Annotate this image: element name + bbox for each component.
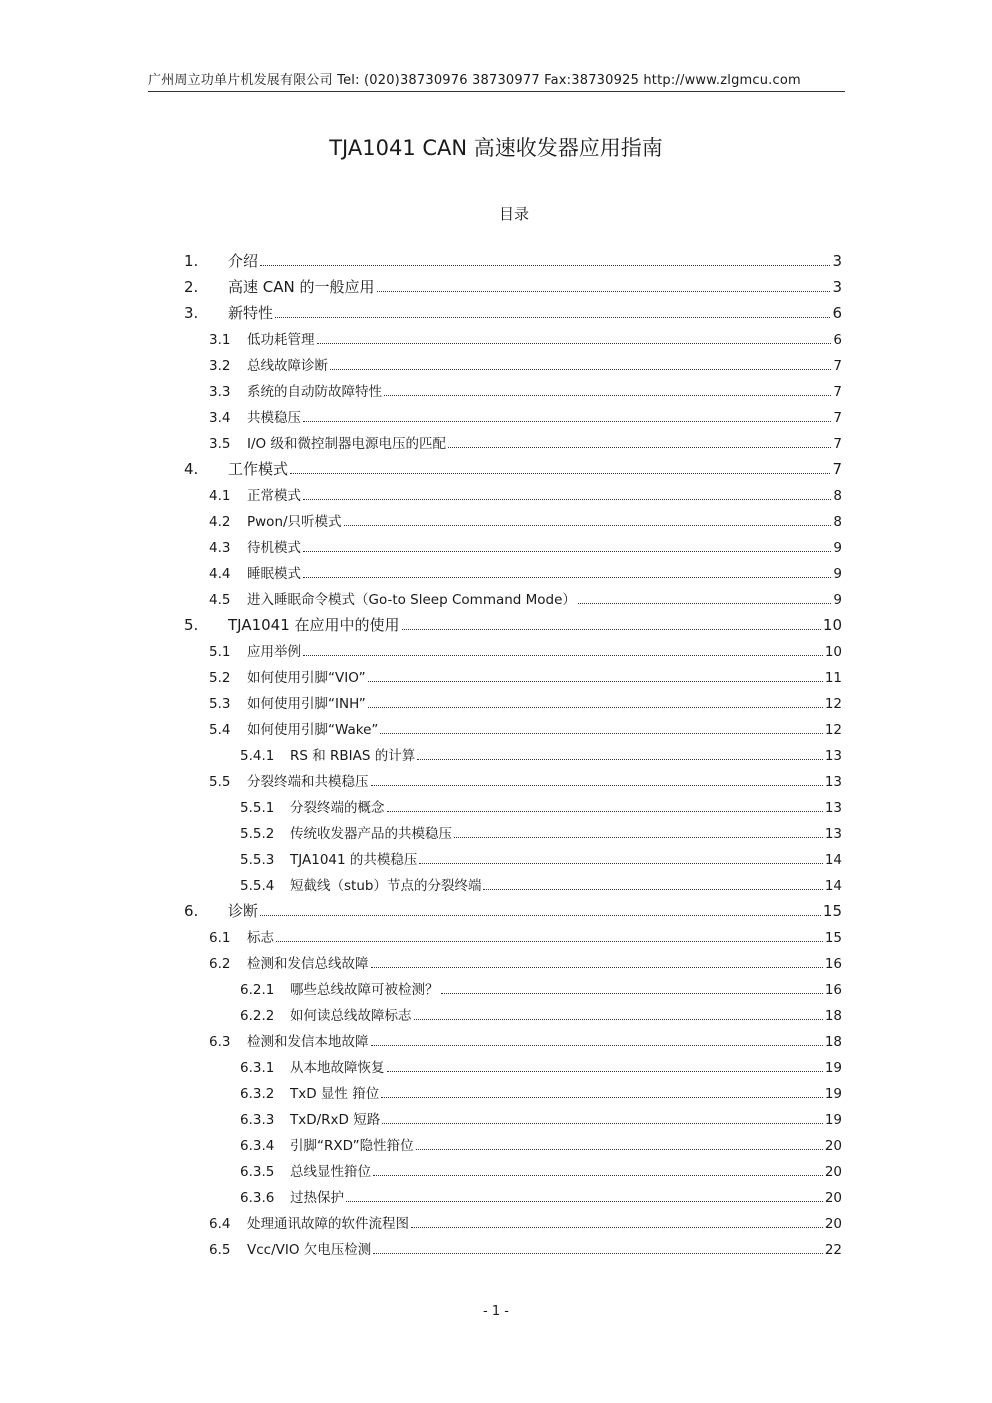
toc-entry[interactable] — [0, 1108, 992, 1134]
toc-entry-title: 检测和发信本地故障 — [247, 1034, 369, 1050]
toc-entry-page: 13 — [824, 800, 842, 816]
toc-entry-title: 总线故障诊断 — [247, 358, 328, 374]
toc-entry-number: 4.2 — [209, 514, 231, 530]
toc-entry-page: 10 — [824, 644, 842, 660]
toc-entry-number: 3.4 — [209, 410, 231, 426]
toc-entry-title: 待机模式 — [247, 540, 301, 556]
toc-entry-number: 5. — [184, 616, 199, 634]
toc-entry-number: 5.3 — [209, 696, 231, 712]
toc-dot-leader — [448, 447, 831, 448]
toc-entry-page: 20 — [824, 1216, 842, 1232]
toc-entry-page: 22 — [824, 1242, 842, 1258]
toc-entry-number: 6.3.3 — [240, 1112, 275, 1128]
toc-entry-page: 19 — [824, 1112, 842, 1128]
toc-entry[interactable] — [0, 1030, 992, 1056]
toc-entry-title: 总线显性箝位 — [290, 1164, 371, 1180]
toc-entry[interactable] — [0, 1004, 992, 1030]
toc-entry-number: 4. — [184, 460, 199, 478]
toc-entry-title: 高速 CAN 的一般应用 — [228, 278, 375, 296]
toc-entry[interactable] — [0, 562, 992, 588]
toc-entry[interactable] — [0, 614, 992, 640]
toc-entry-number: 3. — [184, 304, 199, 322]
toc-entry[interactable] — [0, 1212, 992, 1238]
toc-dot-leader — [276, 941, 823, 942]
toc-entry-page: 15 — [822, 902, 842, 920]
toc-dot-leader — [260, 915, 821, 916]
toc-entry-page: 13 — [824, 748, 842, 764]
toc-entry-page: 9 — [833, 592, 842, 608]
toc-entry-page: 16 — [824, 982, 842, 998]
toc-entry-title: 处理通讯故障的软件流程图 — [247, 1216, 409, 1232]
toc-entry-title: 传统收发器产品的共模稳压 — [290, 826, 452, 842]
toc-dot-leader — [344, 525, 832, 526]
toc-entry-page: 6 — [833, 332, 842, 348]
toc-entry-number: 5.5.1 — [240, 800, 275, 816]
toc-entry[interactable] — [0, 588, 992, 614]
toc-entry-title: 共模稳压 — [247, 410, 301, 426]
toc-dot-leader — [381, 1097, 823, 1098]
toc-entry-page: 20 — [824, 1164, 842, 1180]
toc-entry-title: 分裂终端和共模稳压 — [247, 774, 369, 790]
toc-entry[interactable] — [0, 874, 992, 900]
toc-dot-leader — [371, 967, 823, 968]
toc-entry-number: 6.3.6 — [240, 1190, 275, 1206]
toc-dot-leader — [578, 603, 831, 604]
toc-entry[interactable] — [0, 848, 992, 874]
toc-dot-leader — [387, 1071, 823, 1072]
toc-entry-number: 4.4 — [209, 566, 231, 582]
toc-dot-leader — [317, 343, 832, 344]
toc-entry-title: 过热保护 — [290, 1190, 344, 1206]
toc-entry-page: 3 — [832, 252, 842, 270]
toc-entry-page: 6 — [832, 304, 842, 322]
toc-entry-number: 6. — [184, 902, 199, 920]
toc-entry-title: 如何使用引脚“Wake” — [247, 722, 379, 738]
toc-dot-leader — [411, 1227, 823, 1228]
toc-entry-number: 6.3.2 — [240, 1086, 275, 1102]
toc-entry-page: 7 — [833, 410, 842, 426]
toc-entry-title: 短截线（stub）节点的分裂终端 — [290, 878, 482, 894]
page-number: - 1 - — [483, 1304, 509, 1319]
toc-entry-page: 13 — [824, 826, 842, 842]
toc-entry[interactable] — [0, 406, 992, 432]
toc-dot-leader — [290, 473, 830, 474]
toc-entry[interactable] — [0, 536, 992, 562]
toc-entry[interactable] — [0, 640, 992, 666]
toc-entry[interactable] — [0, 770, 992, 796]
toc-dot-leader — [382, 1123, 823, 1124]
toc-entry[interactable] — [0, 1186, 992, 1212]
toc-entry-title: TJA1041 的共模稳压 — [290, 852, 418, 868]
toc-entry[interactable] — [0, 692, 992, 718]
toc-entry-page: 20 — [824, 1138, 842, 1154]
toc-entry[interactable] — [0, 1160, 992, 1186]
toc-entry-title: 诊断 — [228, 902, 259, 920]
toc-entry-title: 介绍 — [228, 252, 259, 270]
toc-entry-number: 6.5 — [209, 1242, 231, 1258]
toc-dot-leader — [380, 733, 822, 734]
toc-dot-leader — [368, 681, 823, 682]
toc-entry-title: RS 和 RBIAS 的计算 — [290, 748, 416, 764]
toc-entry-number: 5.4 — [209, 722, 231, 738]
toc-entry[interactable] — [0, 900, 992, 926]
toc-entry-number: 5.5 — [209, 774, 231, 790]
toc-entry[interactable] — [0, 1238, 992, 1264]
toc-entry-page: 12 — [824, 696, 842, 712]
toc-entry-number: 6.3 — [209, 1034, 231, 1050]
toc-entry-number: 4.1 — [209, 488, 231, 504]
toc-entry-number: 6.3.4 — [240, 1138, 275, 1154]
toc-dot-leader — [454, 837, 823, 838]
toc-entry-number: 4.5 — [209, 592, 231, 608]
toc-entry-title: 如何读总线故障标志 — [290, 1008, 412, 1024]
toc-dot-leader — [387, 811, 823, 812]
toc-entry-number: 6.4 — [209, 1216, 231, 1232]
toc-entry-title: 标志 — [247, 930, 274, 946]
toc-entry-title: TJA1041 在应用中的使用 — [228, 616, 400, 634]
toc-dot-leader — [373, 1175, 823, 1176]
toc-dot-leader — [384, 395, 831, 396]
toc-entry[interactable] — [0, 978, 992, 1004]
toc-entry-title: 低功耗管理 — [247, 332, 315, 348]
toc-entry-page: 10 — [822, 616, 842, 634]
toc-entry-number: 2. — [184, 278, 199, 296]
toc-entry[interactable] — [0, 822, 992, 848]
toc-entry-page: 14 — [824, 878, 842, 894]
toc-entry-page: 9 — [833, 566, 842, 582]
toc-entry-number: 6.3.1 — [240, 1060, 275, 1076]
toc-entry-title: I/O 级和微控制器电源电压的匹配 — [247, 436, 446, 452]
toc-dot-leader — [419, 863, 822, 864]
toc-entry-number: 6.3.5 — [240, 1164, 275, 1180]
toc-entry-page: 16 — [824, 956, 842, 972]
toc-entry-number: 6.2.2 — [240, 1008, 275, 1024]
toc-entry-number: 6.2.1 — [240, 982, 275, 998]
toc-dot-leader — [330, 369, 831, 370]
toc-entry[interactable] — [0, 432, 992, 458]
toc-entry-number: 5.5.3 — [240, 852, 275, 868]
toc-entry-title: 新特性 — [228, 304, 274, 322]
toc-entry-page: 19 — [824, 1060, 842, 1076]
toc-entry-number: 5.1 — [209, 644, 231, 660]
toc-entry[interactable] — [0, 926, 992, 952]
toc-entry[interactable] — [0, 744, 992, 770]
toc-dot-leader — [373, 1253, 823, 1254]
toc-entry-title: 引脚“RXD”隐性箝位 — [290, 1138, 414, 1154]
toc-dot-leader — [303, 499, 831, 500]
toc-dot-leader — [303, 655, 823, 656]
toc-entry-title: 应用举例 — [247, 644, 301, 660]
toc-entry-page: 8 — [833, 514, 842, 530]
toc-entry-title: 正常模式 — [247, 488, 301, 504]
toc-entry[interactable] — [0, 250, 992, 276]
toc-entry-page: 11 — [824, 670, 842, 686]
toc-entry-title: Pwon/只听模式 — [247, 514, 342, 530]
toc-entry-page: 13 — [824, 774, 842, 790]
toc-dot-leader — [377, 291, 831, 292]
toc-dot-leader — [371, 1045, 823, 1046]
toc-entry-page: 19 — [824, 1086, 842, 1102]
toc-entry[interactable] — [0, 484, 992, 510]
toc-dot-leader — [417, 759, 823, 760]
toc-entry-title: 进入睡眠命令模式（Go-to Sleep Command Mode） — [247, 592, 576, 608]
toc-entry[interactable] — [0, 380, 992, 406]
toc-entry-title: 如何使用引脚“INH” — [247, 696, 366, 712]
toc-dot-leader — [483, 889, 822, 890]
toc-dot-leader — [414, 1019, 823, 1020]
toc-entry-title: Vcc/VIO 欠电压检测 — [247, 1242, 372, 1258]
toc-entry-page: 14 — [824, 852, 842, 868]
toc-entry-number: 3.3 — [209, 384, 231, 400]
toc-entry-title: 哪些总线故障可被检测？ — [290, 982, 439, 998]
toc-entry-number: 3.1 — [209, 332, 231, 348]
toc-entry[interactable] — [0, 510, 992, 536]
toc-entry-number: 3.2 — [209, 358, 231, 374]
toc-entry-page: 18 — [824, 1008, 842, 1024]
toc-entry[interactable] — [0, 796, 992, 822]
toc-entry-number: 4.3 — [209, 540, 231, 556]
toc-dot-leader — [402, 629, 821, 630]
page-header: 广州周立功单片机发展有限公司 Tel: (020)38730976 38730977 Fax:38730925 http://www.zlgmcu.com — [148, 73, 801, 88]
toc-entry-page: 7 — [833, 358, 842, 374]
toc-entry-number: 1. — [184, 252, 199, 270]
toc-dot-leader — [260, 265, 830, 266]
toc-entry-number: 6.2 — [209, 956, 231, 972]
document-title: TJA1041 CAN 高速收发器应用指南 — [329, 136, 663, 160]
toc-entry-page: 15 — [824, 930, 842, 946]
toc-entry-page: 18 — [824, 1034, 842, 1050]
toc-entry-title: TxD/RxD 短路 — [290, 1112, 381, 1128]
toc-entry-title: 工作模式 — [228, 460, 289, 478]
toc-entry-page: 3 — [832, 278, 842, 296]
toc-dot-leader — [371, 785, 823, 786]
toc-dot-leader — [303, 421, 831, 422]
toc-entry-number: 3.5 — [209, 436, 231, 452]
toc-entry-title: 系统的自动防故障特性 — [247, 384, 382, 400]
toc-entry[interactable] — [0, 1134, 992, 1160]
toc-entry-title: 分裂终端的概念 — [290, 800, 385, 816]
toc-entry-title: 睡眠模式 — [247, 566, 301, 582]
toc-entry-page: 12 — [824, 722, 842, 738]
toc-entry-title: TxD 显性 箝位 — [290, 1086, 380, 1102]
toc-entry-number: 5.5.4 — [240, 878, 275, 894]
toc-entry-number: 6.1 — [209, 930, 231, 946]
toc-dot-leader — [303, 551, 831, 552]
toc-entry-page: 8 — [833, 488, 842, 504]
toc-dot-leader — [416, 1149, 823, 1150]
toc-dot-leader — [441, 993, 823, 994]
toc-entry[interactable] — [0, 666, 992, 692]
toc-entry[interactable] — [0, 354, 992, 380]
toc-entry-number: 5.2 — [209, 670, 231, 686]
toc-entry-title: 如何使用引脚“VIO” — [247, 670, 366, 686]
toc-entry-title: 检测和发信总线故障 — [247, 956, 369, 972]
header-divider — [148, 91, 845, 92]
toc-entry[interactable] — [0, 276, 992, 302]
toc-dot-leader — [346, 1201, 823, 1202]
toc-entry[interactable] — [0, 952, 992, 978]
toc-entry-number: 5.4.1 — [240, 748, 275, 764]
toc-entry[interactable] — [0, 718, 992, 744]
toc-entry-page: 20 — [824, 1190, 842, 1206]
toc-entry-page: 7 — [833, 384, 842, 400]
toc-entry[interactable] — [0, 458, 992, 484]
toc-entry[interactable] — [0, 328, 992, 354]
toc-entry-number: 5.5.2 — [240, 826, 275, 842]
toc-dot-leader — [368, 707, 823, 708]
toc-heading: 目录 — [498, 205, 529, 223]
toc-entry[interactable] — [0, 1082, 992, 1108]
toc-entry[interactable] — [0, 1056, 992, 1082]
toc-entry-title: 从本地故障恢复 — [290, 1060, 385, 1076]
toc-dot-leader — [275, 317, 830, 318]
toc-dot-leader — [303, 577, 831, 578]
toc-entry-page: 7 — [833, 436, 842, 452]
toc-entry-page: 7 — [832, 460, 842, 478]
toc-entry-page: 9 — [833, 540, 842, 556]
toc-entry[interactable] — [0, 302, 992, 328]
